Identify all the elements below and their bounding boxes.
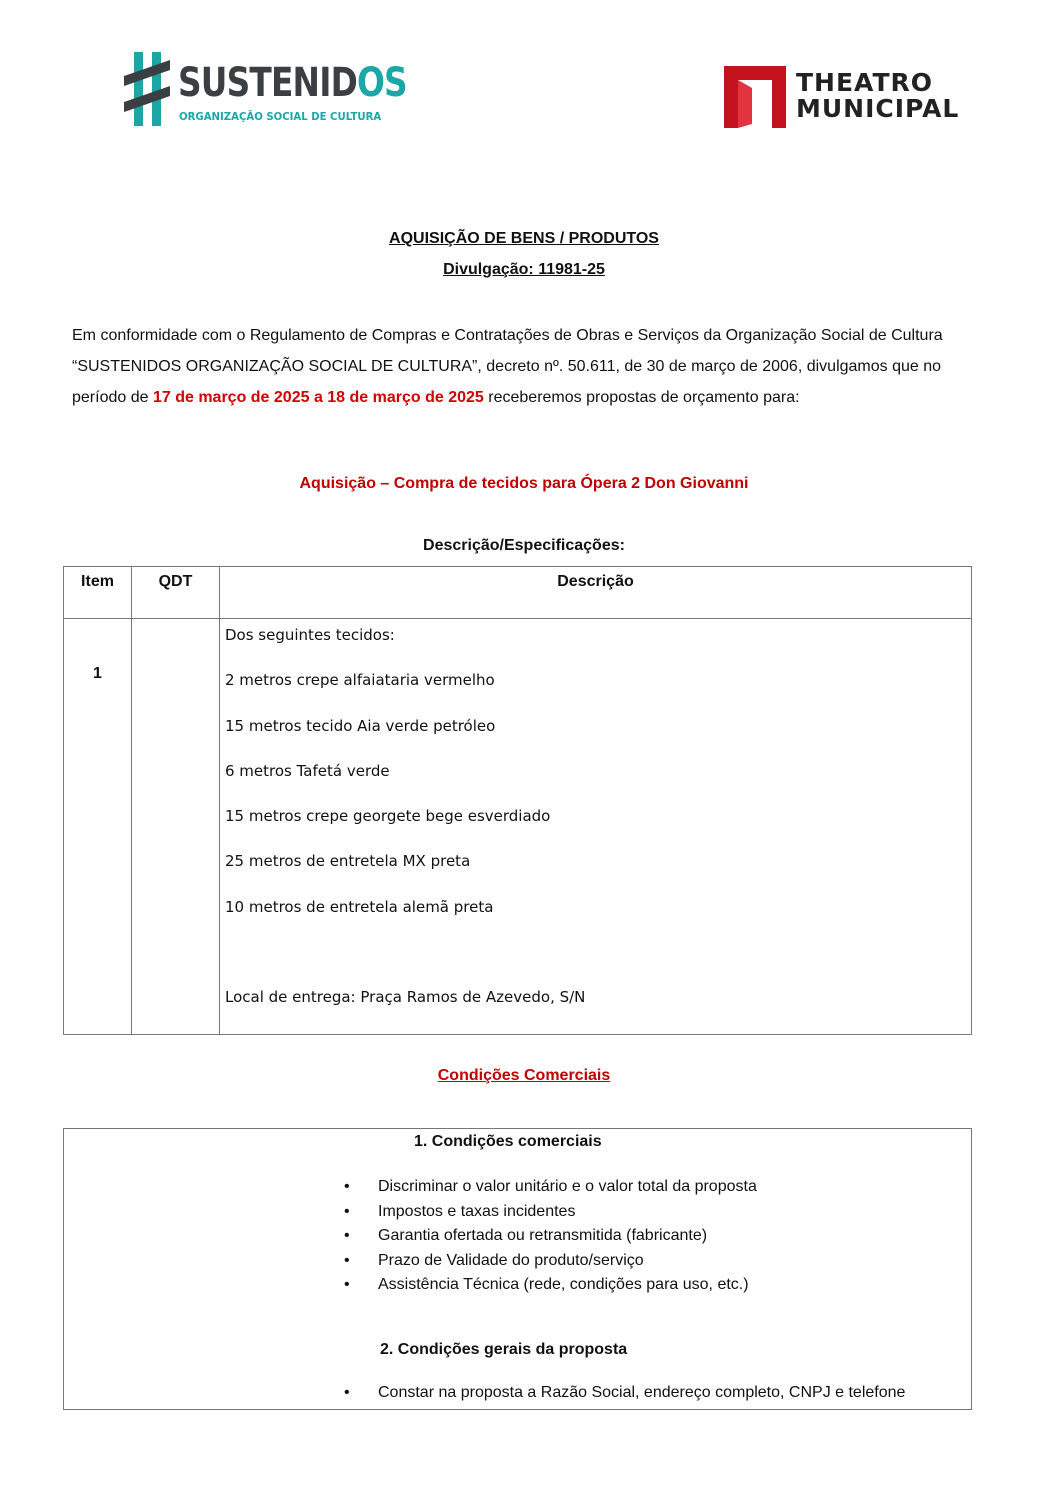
item-number: 1 xyxy=(64,619,132,1035)
description-spacer xyxy=(225,942,971,987)
list-item: • Garantia ofertada ou retransmitida (fabricante) xyxy=(342,1224,757,1249)
conditions-box xyxy=(63,1128,972,1410)
list-item: • Prazo de Validade do produto/serviço xyxy=(342,1249,757,1274)
section-1-title: 1. Condições comerciais xyxy=(414,1133,602,1150)
description-line: 15 metros tecido Aia verde petróleo xyxy=(225,716,496,735)
list-item: • Constar na proposta a Razão Social, endereço completo, CNPJ e telefone xyxy=(342,1381,905,1406)
item-qdt xyxy=(132,619,220,1035)
theatro-stage-icon xyxy=(724,66,786,128)
list-item: • Impostos e taxas incidentes xyxy=(342,1200,757,1225)
hash-icon xyxy=(124,50,176,128)
theatro-municipal-logo xyxy=(724,64,964,130)
document-subtitle: Divulgação: 11981-25 xyxy=(443,261,605,278)
specifications-title: Descrição/Especificações: xyxy=(423,537,625,554)
description-line: 15 metros crepe georgete bege esverdiado xyxy=(225,807,551,826)
header-item: Item xyxy=(64,567,132,619)
section-2-title: 2. Condições gerais da proposta xyxy=(380,1341,628,1358)
items-table xyxy=(63,566,972,1035)
submission-period: 17 de março de 2025 a 18 de março de 2025 xyxy=(152,389,484,406)
description-line: 6 metros Tafetá verde xyxy=(225,761,390,780)
theatro-line-1: THEATRO xyxy=(796,68,934,97)
description-line: 2 metros crepe alfaiataria vermelho xyxy=(225,671,495,690)
sustenidos-wordmark: SUSTENIDOS xyxy=(178,60,407,106)
delivery-location: Local de entrega: Praça Ramos de Azevedo, S/N xyxy=(225,988,586,1007)
description-line: 10 metros de entretela alemã preta xyxy=(225,897,494,916)
intro-paragraph: Em conformidade com o Regulamento de Compras e Contratações de Obras e Serviços da Organização Social de Cultura “SUSTENIDOS ORGANIZAÇÃO SOCIAL DE CULTURA”, decreto nº. 50.611, de 30 de março de 2006, divulgamos que no período de 17 de março de 2025 a 18 de março de 2025 receberemos propostas de orçamento para: xyxy=(72,327,943,406)
document-title: AQUISIÇÃO DE BENS / PRODUTOS xyxy=(389,230,659,247)
header-description: Descrição xyxy=(220,567,972,619)
item-description xyxy=(220,619,972,1035)
section-1-list xyxy=(342,1175,757,1298)
acquisition-title: Aquisição – Compra de tecidos para Ópera 2 Don Giovanni xyxy=(299,475,749,492)
header-qdt: QDT xyxy=(132,567,220,619)
table-header-row xyxy=(64,567,972,619)
list-item: • Discriminar o valor unitário e o valor total da proposta xyxy=(342,1175,757,1200)
list-item: • Assistência Técnica (rede, condições para uso, etc.) xyxy=(342,1273,757,1298)
theatro-line-2: MUNICIPAL xyxy=(796,94,960,123)
description-line: Dos seguintes tecidos: xyxy=(225,626,395,644)
sustenidos-subtitle: ORGANIZAÇÃO SOCIAL DE CULTURA xyxy=(179,110,382,123)
commercial-conditions-heading: Condições Comerciais xyxy=(437,1067,611,1084)
table-row xyxy=(64,619,972,1035)
description-line: 25 metros de entretela MX preta xyxy=(225,852,471,871)
section-2-list xyxy=(342,1381,905,1406)
sustenidos-logo xyxy=(124,50,407,128)
